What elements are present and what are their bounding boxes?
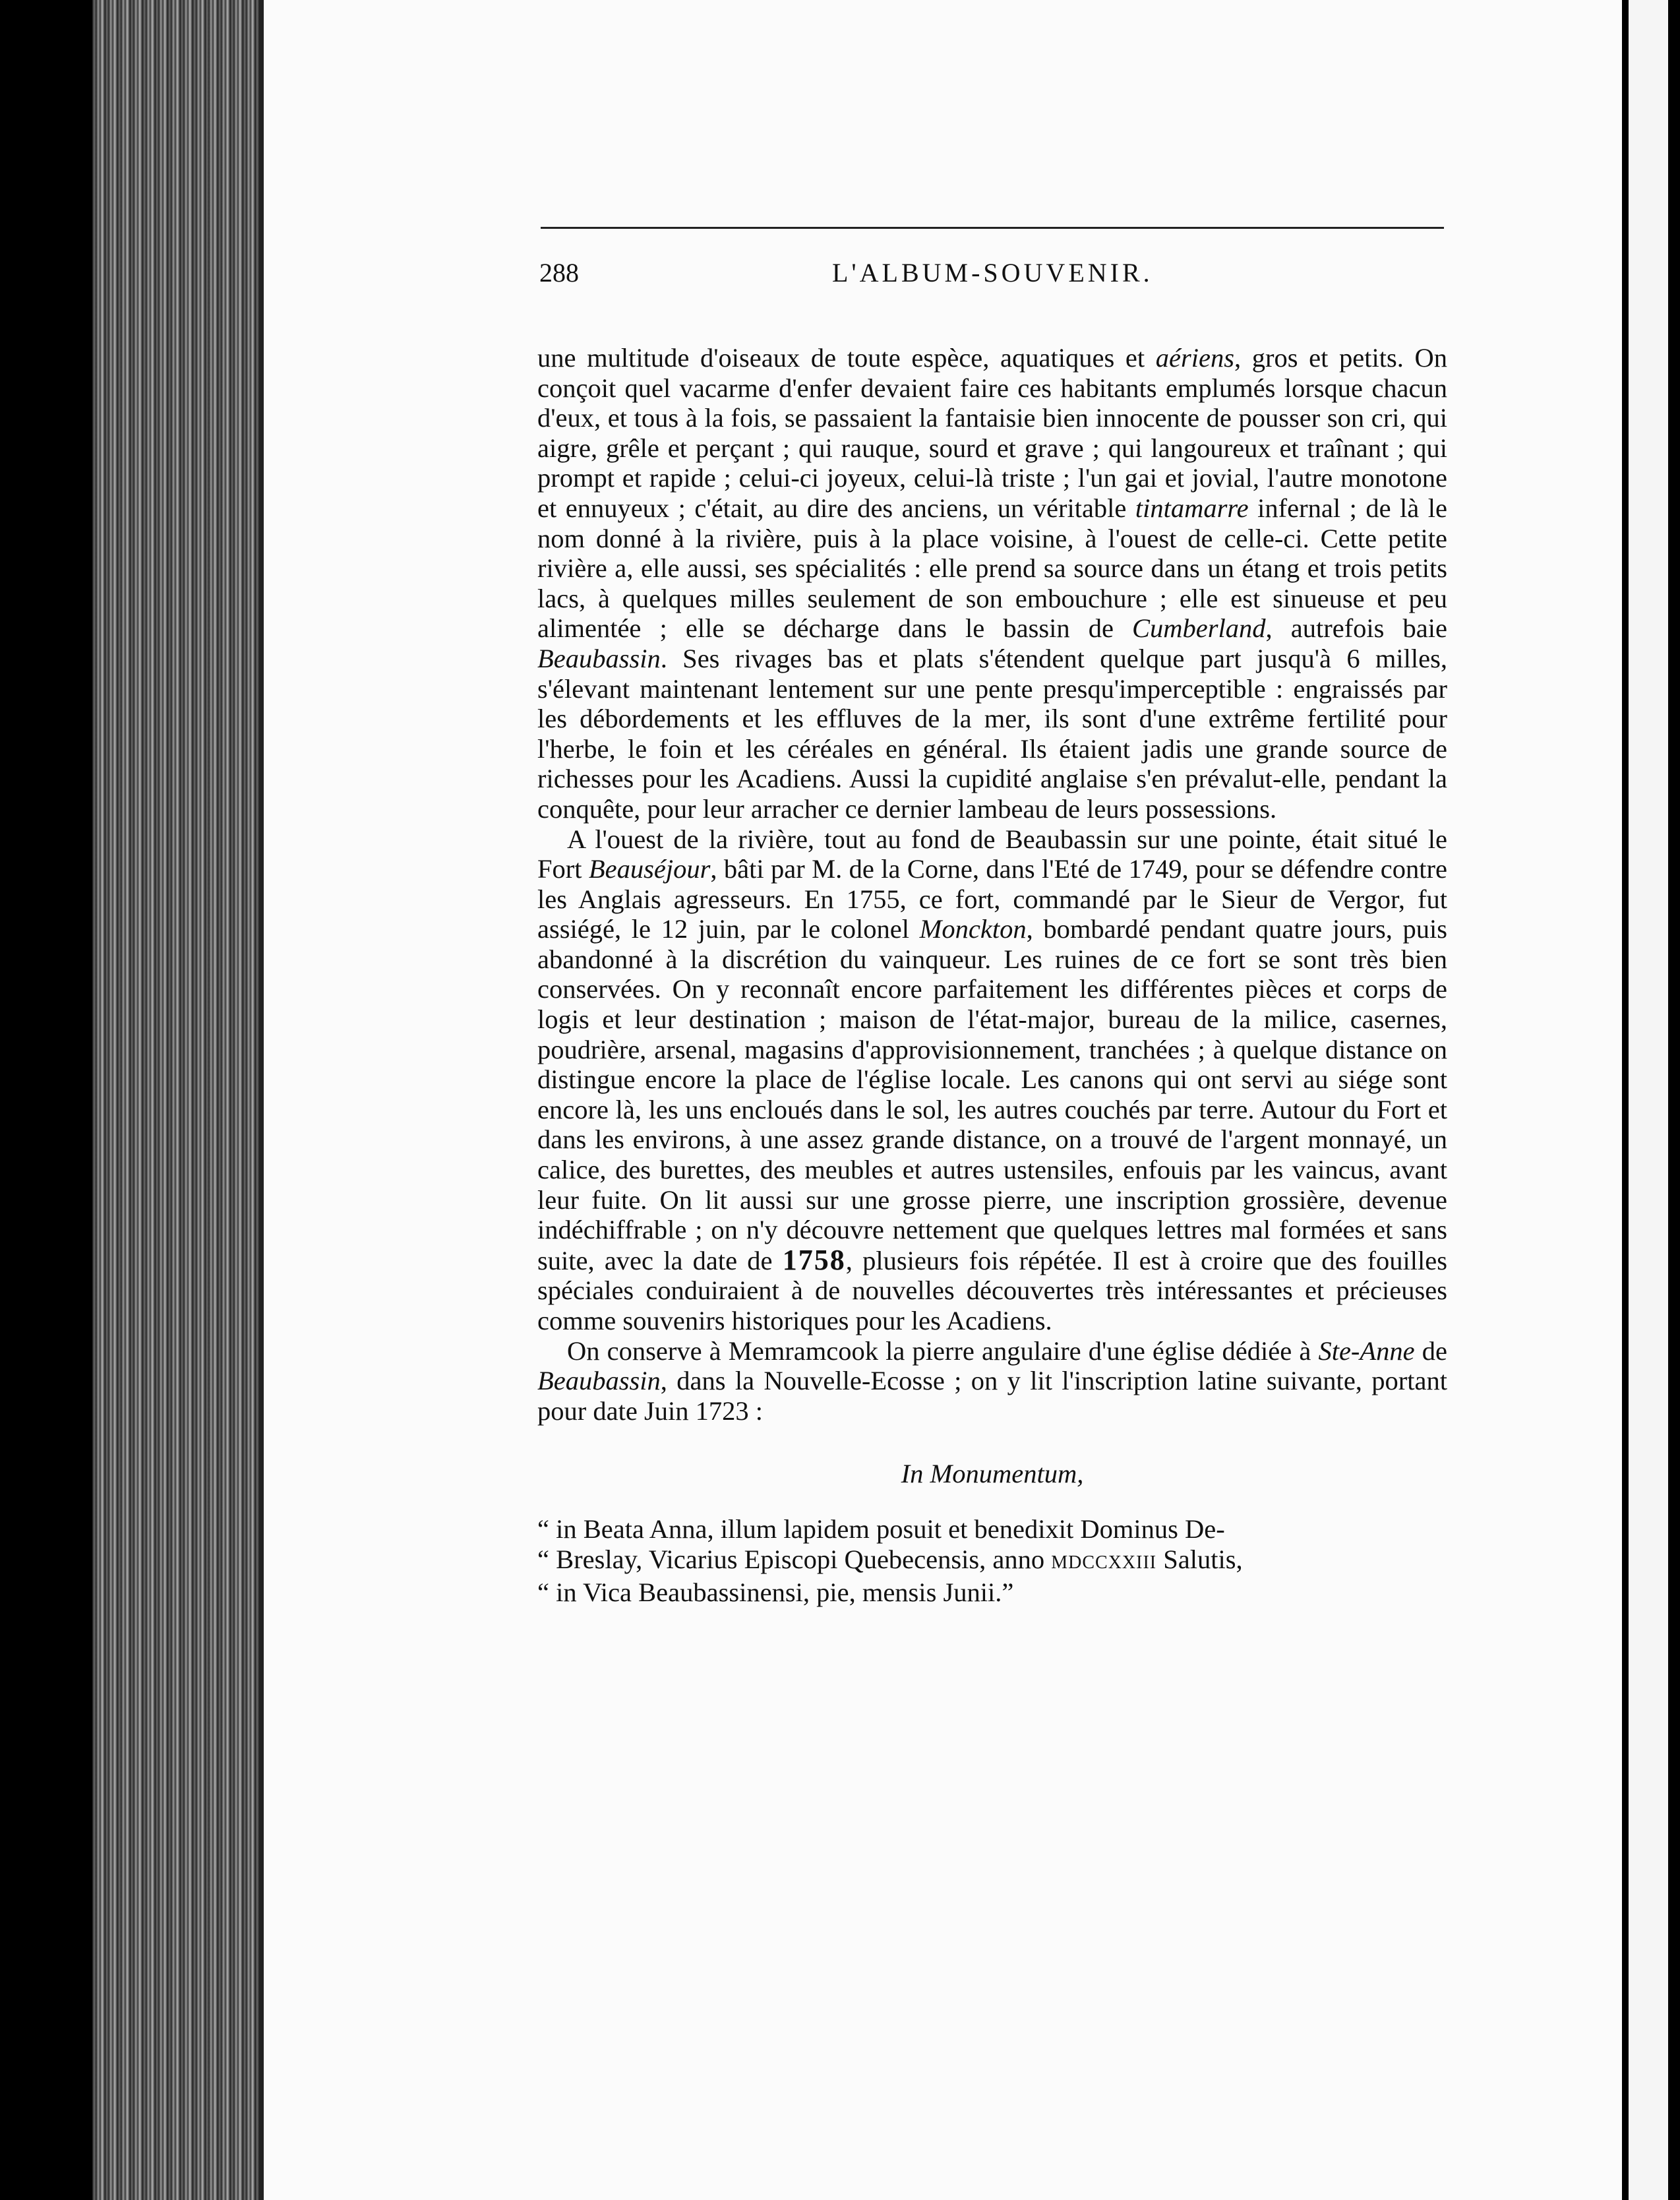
text-run: infernal ; de là le nom donné à la rivière, puis à la place voisine, à l'ouest de celle-ci. Cette petite rivière a, elle aussi, ses spécialités : elle prend sa source dans un étang et trois petits lacs, à quelques milles seulement de son embouchure ; elle est sinueuse et peu alimentée ; elle se décharge dans le bassin de — [537, 493, 1447, 644]
inscription-line — [537, 1544, 1447, 1578]
text-run: de — [1414, 1335, 1447, 1366]
text-run: , autrefois baie — [1265, 613, 1447, 644]
text-run: Salutis, — [1156, 1544, 1243, 1574]
italic-run: Beaubassin — [537, 1366, 661, 1396]
italic-run: Cumberland — [1132, 613, 1266, 644]
text-run: “ Breslay, Vicarius Episcopi Quebecensis, anno — [537, 1544, 1052, 1574]
italic-run: Beauséjour — [588, 854, 711, 884]
paragraph-3 — [537, 1336, 1447, 1426]
bold-year: 1758 — [782, 1243, 846, 1276]
italic-run: aériens — [1155, 343, 1234, 373]
latin-inscription — [537, 1514, 1447, 1608]
text-run: , dans la Nouvelle-Ecosse ; on y lit l'inscription latine suivante, portant pour date Juin 1723 : — [537, 1366, 1447, 1426]
text-run: On conserve à Memramcook la pierre angulaire d'une église dédiée à — [567, 1335, 1319, 1366]
body-text — [537, 343, 1447, 1608]
inscription-line: “ in Beata Anna, illum lapidem posuit et benedixit Dominus De- — [537, 1513, 1225, 1544]
small-caps-year: MDCCXXIII — [1051, 1552, 1157, 1573]
next-page-edge — [1629, 0, 1668, 2200]
inscription-heading: In Monumentum, — [901, 1459, 1084, 1489]
paragraph-1 — [537, 343, 1447, 824]
italic-run: Beaubassin — [537, 643, 661, 673]
page-number: 288 — [539, 258, 579, 288]
text-run: , gros et petits. On conçoit quel vacarme d'enfer devaient faire ces habitants emplumés lorsque chacun d'eux, et tous à la fois, se passaient la fantaisie bien innocente de pousser son cri, qui aigre, grêle et perçant ; qui rauque, sourd et grave ; qui langoureux et traînant ; qui prompt et rapide ; celui-ci joyeux, celui-là triste ; l'un gai et jovial, l'autre monotone et ennuyeux ; c'était, au dire des anciens, un véritable — [537, 343, 1447, 523]
binding-shadow — [0, 0, 92, 2200]
text-run: . Ses rivages bas et plats s'étendent quelque part jusqu'à 6 milles, s'élevant maintenant lentement sur une pente presqu'imperceptible : engraissés par les débordements et les effluves de la mer, ils sont d'une extrême fertilité pour l'herbe, le foin et les céréales en général. Ils étaient jadis une grande source de richesses pour les Acadiens. Aussi la cupidité anglaise s'en prévalut-elle, pendant la conquête, pour leur arracher ce dernier lambeau de leurs possessions. — [537, 643, 1447, 824]
text-run: , bâti par M. de la Corne, dans l'Eté de 1749, pour se défendre contre les Anglais agresseurs. En 1755, ce fort, commandé par le Sieur de Vergor, fut assiégé, le 12 juin, par le colonel — [537, 854, 1447, 944]
italic-run: Ste-Anne — [1318, 1335, 1415, 1366]
page-edges — [92, 0, 260, 2200]
italic-run: tintamarre — [1135, 493, 1249, 523]
inscription-line: “ in Vica Beaubassinensi, pie, mensis Junii.” — [537, 1577, 1014, 1608]
paragraph-2 — [537, 824, 1447, 1336]
text-run: , bombardé pendant quatre jours, puis abandonné à la discrétion du vainqueur. Les ruines de ce fort se sont très bien conservées. On y reconnaît encore parfaitement les différentes pièces et corps de logis et leur destination ; maison de l'état-major, bureau de la milice, casernes, poudrière, arsenal, magasins d'approvisionnement, tranchées ; à quelque distance on distingue encore la place de l'église locale. Les canons qui ont servi au siége sont encore là, les uns encloués dans le sol, les autres couchés par terre. Autour du Fort et dans les environs, à une assez grande distance, on a trouvé de l'argent monnayé, un calice, des burettes, des meubles et autres ustensiles, enfouis par les vaincus, avant leur fuite. On lit aussi sur une grosse pierre, une inscription grossière, devenue indéchiffrable ; on n'y découvre nettement que quelques lettres mal formées et sans suite, avec la date de — [537, 914, 1447, 1275]
text-run: A l'ouest de la rivière, tout au fond de Beaubassin sur une pointe, était situé le Fort — [537, 824, 1447, 884]
text-run: , plusieurs fois répétée. Il est à croire que des fouilles spéciales conduiraient à de nouvelles découvertes très intéressantes et précieuses comme souvenirs historiques pour les Acadiens. — [537, 1245, 1447, 1335]
header-rule — [541, 227, 1444, 229]
italic-run: Monckton — [919, 914, 1027, 944]
running-head: L'ALBUM-SOUVENIR. — [832, 258, 1153, 288]
text-run: une multitude d'oiseaux de toute espèce, aquatiques et — [537, 343, 1156, 373]
